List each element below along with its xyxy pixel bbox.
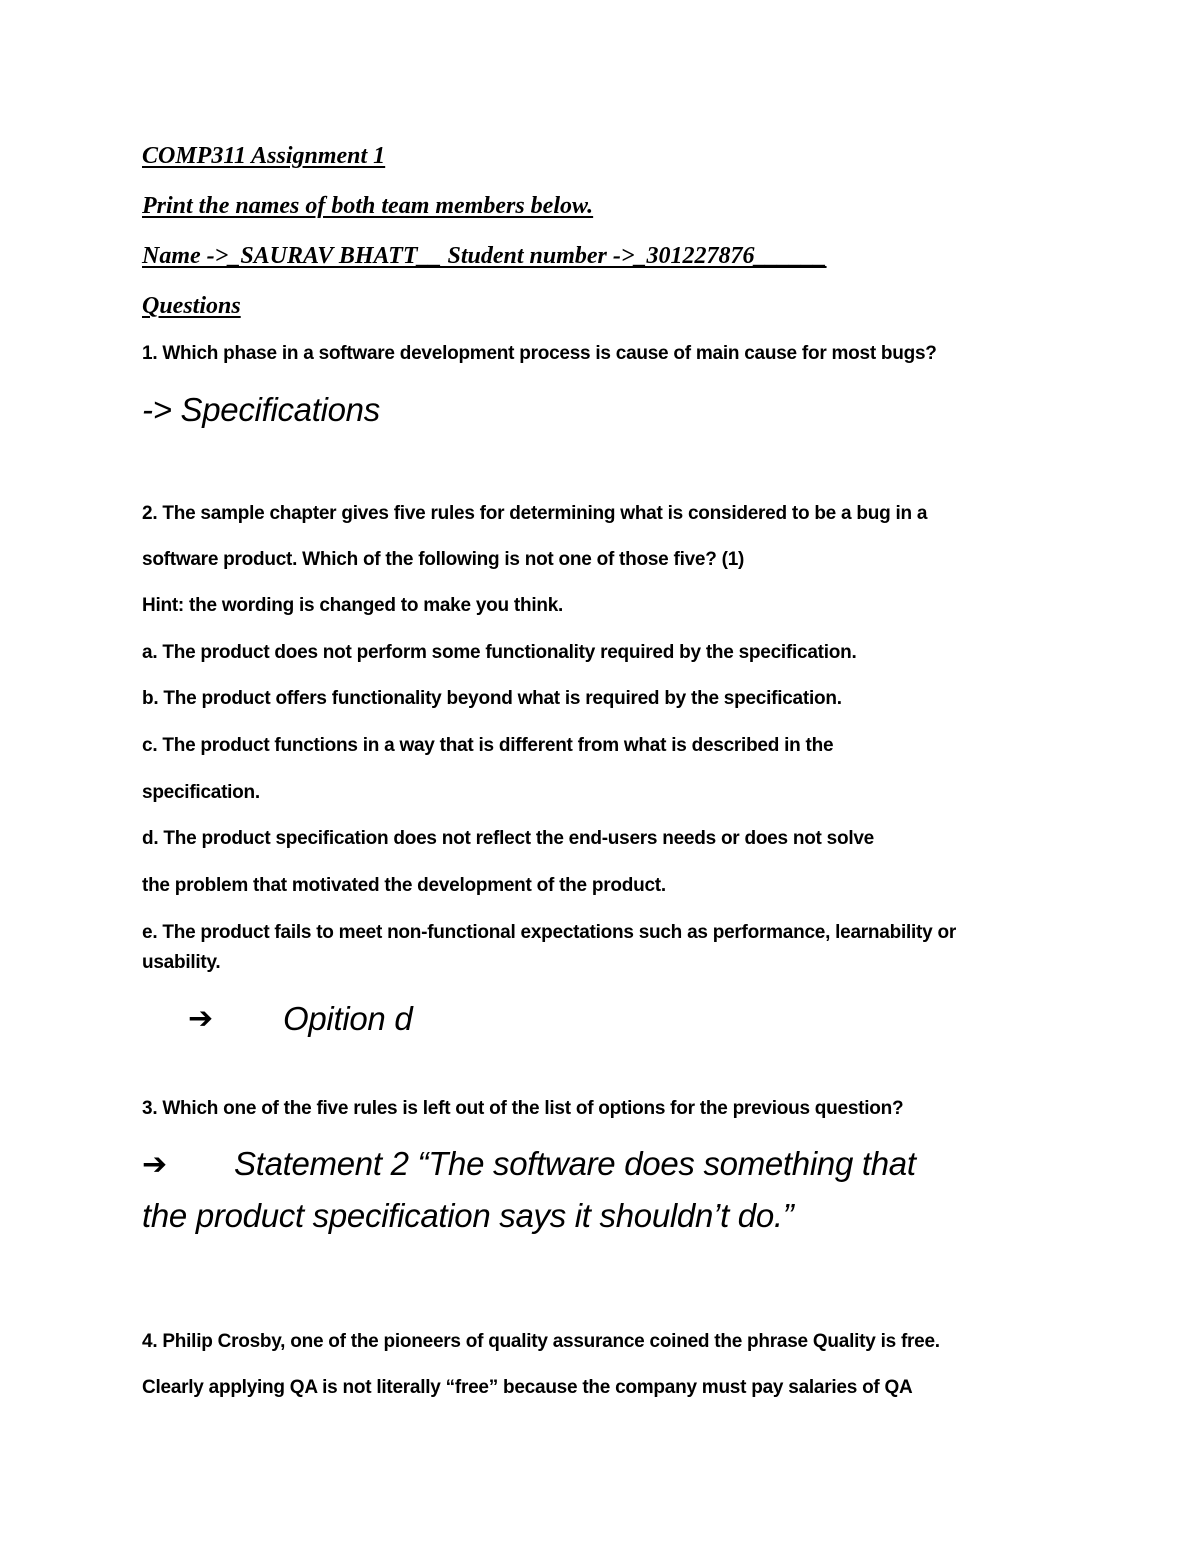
option-e-line-1: e. The product fails to meet non-functional expectations such as performance, learnability or	[142, 922, 956, 943]
question-2-line-1: 2. The sample chapter gives five rules for determining what is considered to be a bug in a	[142, 503, 928, 524]
answer-3-line-2: the product specification says it shouldn’t do.”	[142, 1197, 794, 1234]
print-names-instruction: Print the names of both team members below.	[142, 193, 594, 219]
option-a: a. The product does not perform some functionality required by the specification.	[142, 642, 857, 663]
question-3: 3. Which one of the five rules is left out of the list of options for the previous question?	[142, 1098, 904, 1119]
questions-heading: Questions	[142, 293, 241, 319]
option-b: b. The product offers functionality beyond what is required by the specification.	[142, 688, 842, 709]
option-c-line-1: c. The product functions in a way that is different from what is described in the	[142, 735, 834, 756]
answer-3-line-1: Statement 2 “The software does something that	[234, 1145, 916, 1182]
answer-1: -> Specifications	[142, 391, 380, 428]
assignment-title: COMP311 Assignment 1	[142, 143, 386, 169]
question-2-hint: Hint: the wording is changed to make you think.	[142, 595, 564, 616]
question-4-line-1: 4. Philip Crosby, one of the pioneers of quality assurance coined the phrase Quality is free.	[142, 1331, 940, 1352]
question-1: 1. Which phase in a software development process is cause of main cause for most bugs?	[142, 343, 937, 364]
right-arrow-icon: ➔	[188, 1001, 214, 1036]
right-arrow-icon: ➔	[142, 1147, 168, 1182]
student-name-line: Name ->_SAURAV BHATT__ Student number ->_301227876______	[142, 243, 827, 269]
option-d-line-2: the problem that motivated the development of the product.	[142, 875, 666, 896]
option-d-line-1: d. The product specification does not reflect the end-users needs or does not solve	[142, 828, 874, 849]
question-2-line-2: software product. Which of the following is not one of those five? (1)	[142, 549, 745, 570]
option-e-line-2: usability.	[142, 952, 221, 973]
answer-2: Opition d	[283, 1000, 413, 1037]
option-c-line-2: specification.	[142, 782, 260, 803]
question-4-line-2: Clearly applying QA is not literally “free” because the company must pay salaries of QA	[142, 1377, 913, 1398]
